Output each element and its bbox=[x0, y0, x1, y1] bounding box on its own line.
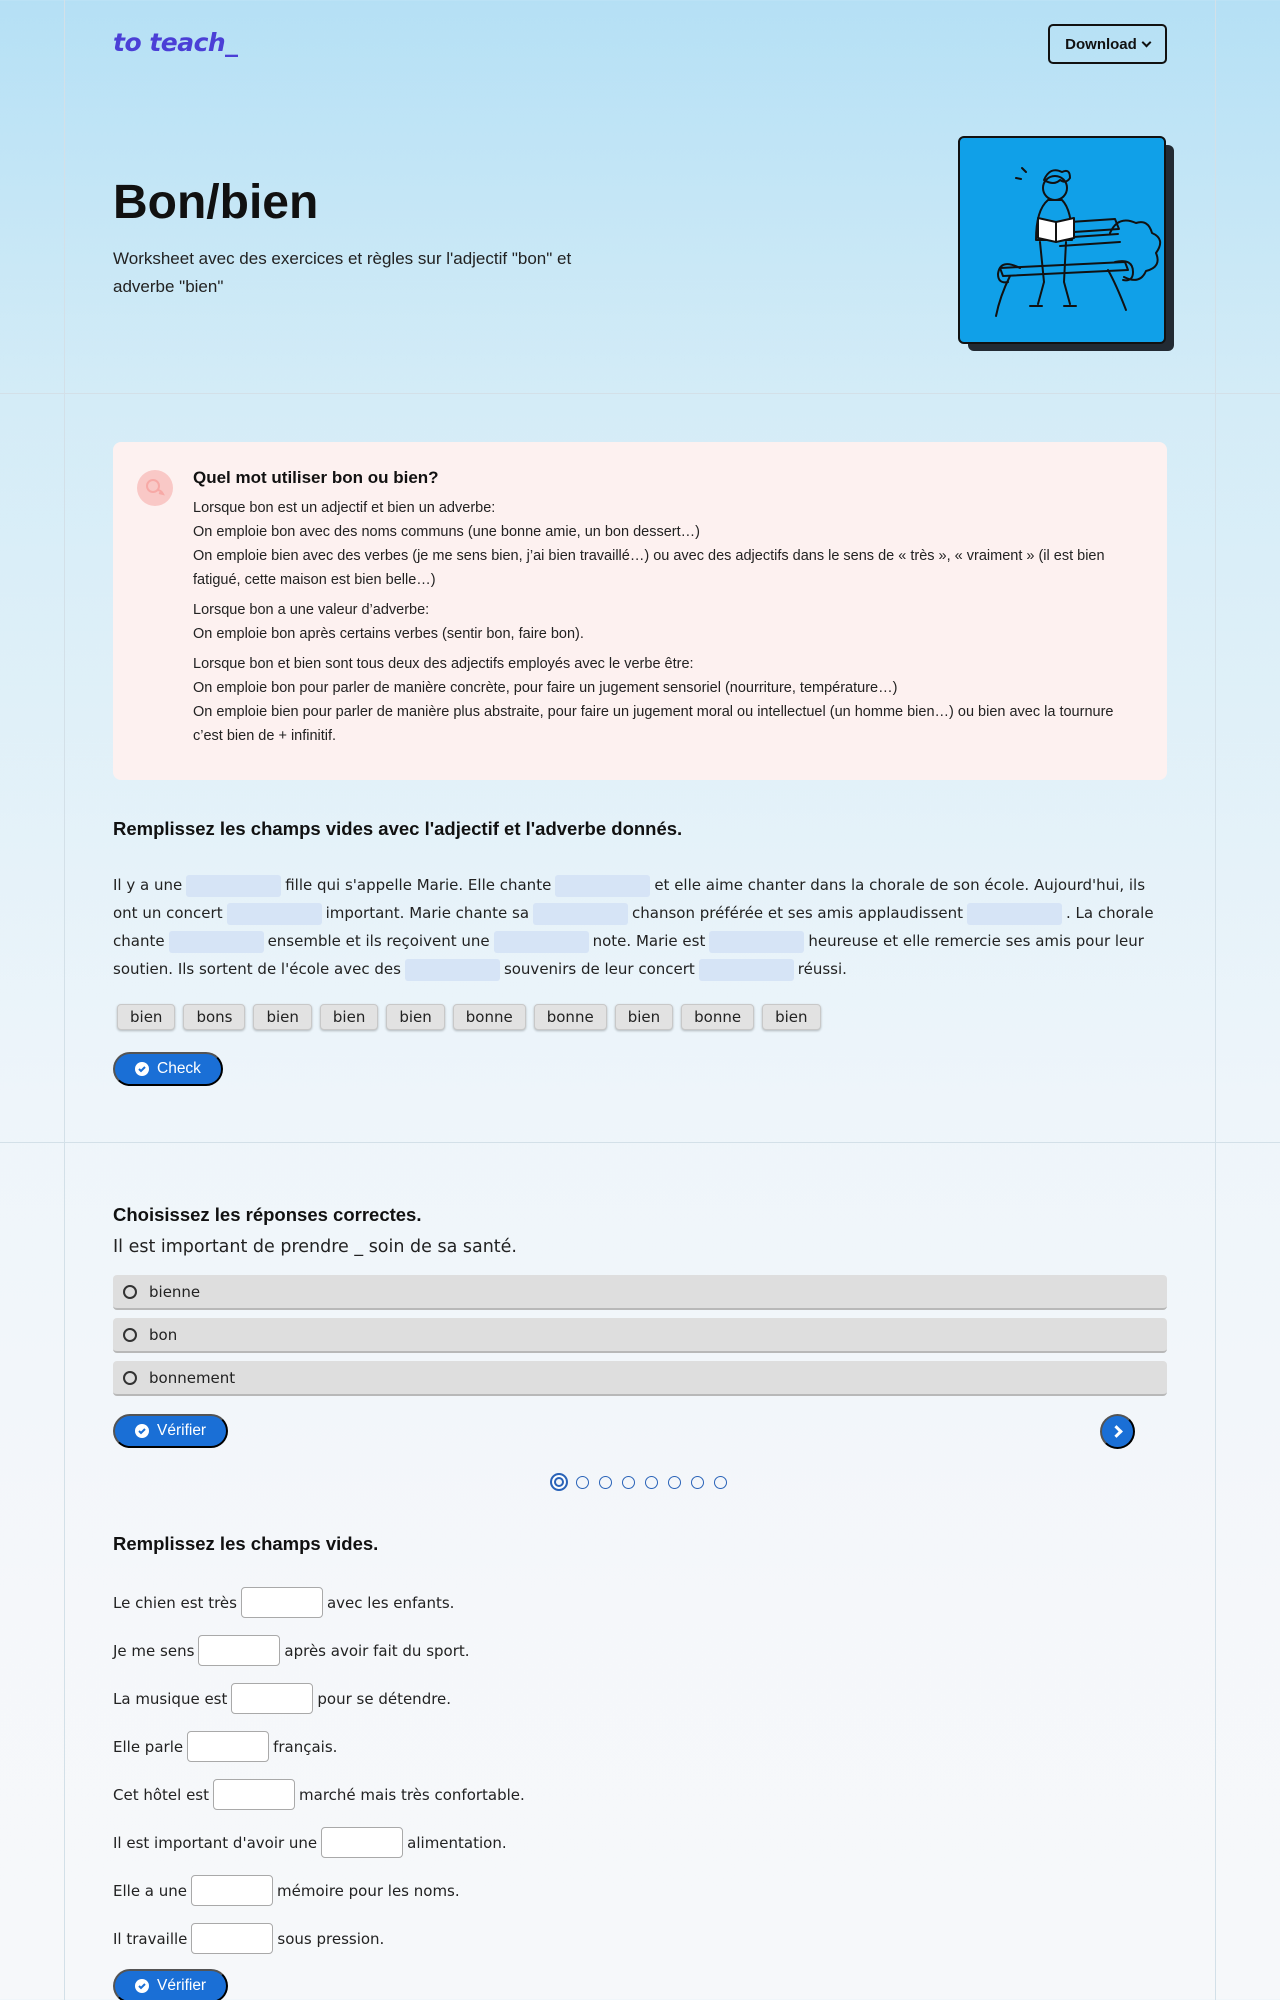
sentence-before: La musique est bbox=[113, 1689, 228, 1708]
quiz-option[interactable] bbox=[113, 1275, 1167, 1310]
exercise2-heading: Choisissez les réponses correctes. bbox=[113, 1204, 422, 1225]
drop-zone[interactable] bbox=[405, 959, 500, 981]
info-paragraph bbox=[193, 496, 1143, 592]
sentence-after: après avoir fait du sport. bbox=[284, 1641, 470, 1660]
logo[interactable]: to teach_ bbox=[113, 28, 238, 57]
verify-label: Vérifier bbox=[157, 1422, 207, 1439]
sentence-after: pour se détendre. bbox=[317, 1689, 452, 1708]
check-circle-icon bbox=[135, 1979, 149, 1993]
pagination-dot[interactable] bbox=[668, 1476, 681, 1489]
chevron-right-icon bbox=[1110, 1425, 1123, 1438]
word-chip[interactable]: bien bbox=[253, 1004, 311, 1030]
word-bank bbox=[117, 1004, 821, 1030]
sentence-after: alimentation. bbox=[407, 1833, 507, 1852]
quiz-pagination bbox=[550, 1473, 727, 1491]
drop-zone[interactable] bbox=[186, 875, 281, 897]
sentence-before: Le chien est très bbox=[113, 1593, 237, 1612]
pagination-dot[interactable] bbox=[576, 1476, 589, 1489]
sentence-before: Il est important d'avoir une bbox=[113, 1833, 318, 1852]
pagination-dot[interactable] bbox=[714, 1476, 727, 1489]
fill-sentence bbox=[113, 1875, 460, 1906]
answer-input[interactable] bbox=[191, 1875, 273, 1906]
word-chip[interactable]: bonne bbox=[534, 1004, 607, 1030]
info-line: Lorsque bon a une valeur d’adverbe: bbox=[193, 602, 430, 618]
answer-input[interactable] bbox=[213, 1779, 295, 1810]
exercise1-heading: Remplissez les champs vides avec l'adjectif et l'adverbe donnés. bbox=[113, 818, 683, 839]
sentence-before: Cet hôtel est bbox=[113, 1785, 210, 1804]
fill-sentence bbox=[113, 1683, 451, 1714]
check-label: Check bbox=[157, 1060, 201, 1077]
answer-input[interactable] bbox=[231, 1683, 313, 1714]
option-label: bon bbox=[149, 1325, 178, 1344]
fill-sentence bbox=[113, 1923, 384, 1954]
quiz-question: Il est important de prendre _ soin de sa santé. bbox=[113, 1237, 517, 1257]
quiz-option[interactable] bbox=[113, 1318, 1167, 1353]
radio-icon bbox=[123, 1328, 137, 1342]
word-chip[interactable]: bien bbox=[386, 1004, 444, 1030]
sentence-before: Il travaille bbox=[113, 1929, 188, 1948]
fill-sentence bbox=[113, 1587, 454, 1618]
fill-sentence bbox=[113, 1779, 525, 1810]
sentence-after: français. bbox=[273, 1737, 338, 1756]
word-chip[interactable]: bons bbox=[183, 1004, 245, 1030]
sentence-after: avec les enfants. bbox=[326, 1593, 455, 1612]
radio-icon bbox=[123, 1371, 137, 1385]
word-chip[interactable]: bien bbox=[320, 1004, 378, 1030]
check-circle-icon bbox=[135, 1062, 149, 1076]
drop-zone[interactable] bbox=[699, 959, 794, 981]
info-line: On emploie bon avec des noms communs (une bonne amie, un bon dessert…) bbox=[193, 524, 700, 540]
sentence-after: marché mais très confortable. bbox=[299, 1785, 525, 1804]
person-reading-on-bench-illustration bbox=[960, 138, 1166, 344]
fill-sentence bbox=[113, 1731, 337, 1762]
info-line: On emploie bien avec des verbes (je me sens bien, j’ai bien travaillé…) ou avec des adjectifs dans le sens de « très », « vraiment » (il est bien fatigué, cette maison est bien belle…) bbox=[193, 548, 1105, 588]
pagination-dot[interactable] bbox=[550, 1473, 568, 1491]
drop-zone[interactable] bbox=[227, 903, 322, 925]
fill-sentence bbox=[113, 1635, 470, 1666]
page-title: Bon/bien bbox=[113, 176, 319, 229]
chat-bubbles-icon bbox=[137, 470, 173, 506]
info-paragraph bbox=[193, 652, 1143, 748]
info-line: Lorsque bon et bien sont tous deux des adjectifs employés avec le verbe être: bbox=[193, 656, 694, 672]
download-button[interactable] bbox=[1048, 24, 1167, 64]
sentence-before: Elle parle bbox=[113, 1737, 184, 1756]
check-button[interactable] bbox=[113, 1052, 223, 1086]
option-label: bienne bbox=[149, 1282, 201, 1301]
info-paragraph bbox=[193, 598, 1143, 646]
info-box bbox=[113, 442, 1167, 780]
sentence-before: Je me sens bbox=[113, 1641, 195, 1660]
answer-input[interactable] bbox=[321, 1827, 403, 1858]
text-segment: chanson préférée et ses amis applaudissent bbox=[632, 904, 964, 922]
verify-label: Vérifier bbox=[157, 1977, 207, 1994]
hero-illustration bbox=[958, 136, 1166, 344]
next-question-button[interactable] bbox=[1100, 1414, 1135, 1449]
pagination-dot[interactable] bbox=[691, 1476, 704, 1489]
info-line: On emploie bon pour parler de manière concrète, pour faire un jugement sensoriel (nourriture, température…) bbox=[193, 680, 898, 696]
drop-zone[interactable] bbox=[555, 875, 650, 897]
pagination-dot[interactable] bbox=[645, 1476, 658, 1489]
gap-fill-paragraph bbox=[113, 871, 1167, 983]
text-segment: souvenirs de leur concert bbox=[503, 960, 695, 978]
text-segment: ensemble et ils reçoivent une bbox=[267, 932, 490, 950]
text-segment: . La chorale chante bbox=[113, 904, 1154, 950]
exercise3-heading: Remplissez les champs vides. bbox=[113, 1533, 379, 1554]
grid-line-left bbox=[64, 0, 65, 2000]
answer-input[interactable] bbox=[198, 1635, 280, 1666]
answer-input[interactable] bbox=[187, 1731, 269, 1762]
info-title: Quel mot utiliser bon ou bien? bbox=[193, 468, 439, 487]
word-chip[interactable]: bien bbox=[615, 1004, 673, 1030]
verify-button-2[interactable] bbox=[113, 1969, 228, 2000]
fill-sentence bbox=[113, 1827, 507, 1858]
answer-input[interactable] bbox=[241, 1587, 323, 1618]
grid-line-hero-bottom bbox=[0, 393, 1280, 394]
verify-button[interactable] bbox=[113, 1414, 228, 1448]
option-label: bonnement bbox=[149, 1368, 236, 1387]
check-circle-icon bbox=[135, 1424, 149, 1438]
text-segment: note. Marie est bbox=[592, 932, 706, 950]
word-chip[interactable]: bien bbox=[117, 1004, 175, 1030]
info-line: On emploie bon après certains verbes (sentir bon, faire bon). bbox=[193, 626, 584, 642]
quiz-option[interactable] bbox=[113, 1361, 1167, 1396]
grid-line-section bbox=[0, 1142, 1280, 1143]
sentence-after: mémoire pour les noms. bbox=[277, 1881, 460, 1900]
page-subtitle: Worksheet avec des exercices et règles sur l'adjectif "bon" et adverbe "bien" bbox=[113, 249, 572, 296]
info-line: Lorsque bon est un adjectif et bien un adverbe: bbox=[193, 500, 496, 516]
drop-zone[interactable] bbox=[533, 903, 628, 925]
word-chip[interactable]: bien bbox=[762, 1004, 820, 1030]
sentence-before: Elle a une bbox=[113, 1881, 188, 1900]
pagination-dot[interactable] bbox=[622, 1476, 635, 1489]
text-segment: heureuse et elle remercie ses amis pour leur soutien. Ils sortent de l'école avec des bbox=[113, 932, 1144, 978]
download-label: Download bbox=[1065, 35, 1137, 53]
text-segment: fille qui s'appelle Marie. Elle chante bbox=[285, 876, 552, 894]
chevron-down-icon bbox=[1141, 37, 1151, 47]
radio-icon bbox=[123, 1285, 137, 1299]
drop-zone[interactable] bbox=[967, 903, 1062, 925]
text-segment: et elle aime chanter dans la chorale de son école. Aujourd'hui, ils ont un concert bbox=[113, 876, 1146, 922]
info-line: On emploie bien pour parler de manière plus abstraite, pour faire un jugement moral ou intellectuel (un homme bien…) ou bien avec la tournure c’est bien de + infinitif. bbox=[193, 704, 1114, 744]
word-chip[interactable]: bonne bbox=[453, 1004, 526, 1030]
answer-input[interactable] bbox=[191, 1923, 273, 1954]
sentence-after: sous pression. bbox=[277, 1929, 385, 1948]
grid-line-right bbox=[1215, 0, 1216, 2000]
text-segment: réussi. bbox=[797, 960, 847, 978]
word-chip[interactable]: bonne bbox=[681, 1004, 754, 1030]
text-segment: Il y a une bbox=[113, 876, 183, 894]
drop-zone[interactable] bbox=[494, 931, 589, 953]
drop-zone[interactable] bbox=[169, 931, 264, 953]
drop-zone[interactable] bbox=[709, 931, 804, 953]
text-segment: important. Marie chante sa bbox=[325, 904, 530, 922]
pagination-dot[interactable] bbox=[599, 1476, 612, 1489]
